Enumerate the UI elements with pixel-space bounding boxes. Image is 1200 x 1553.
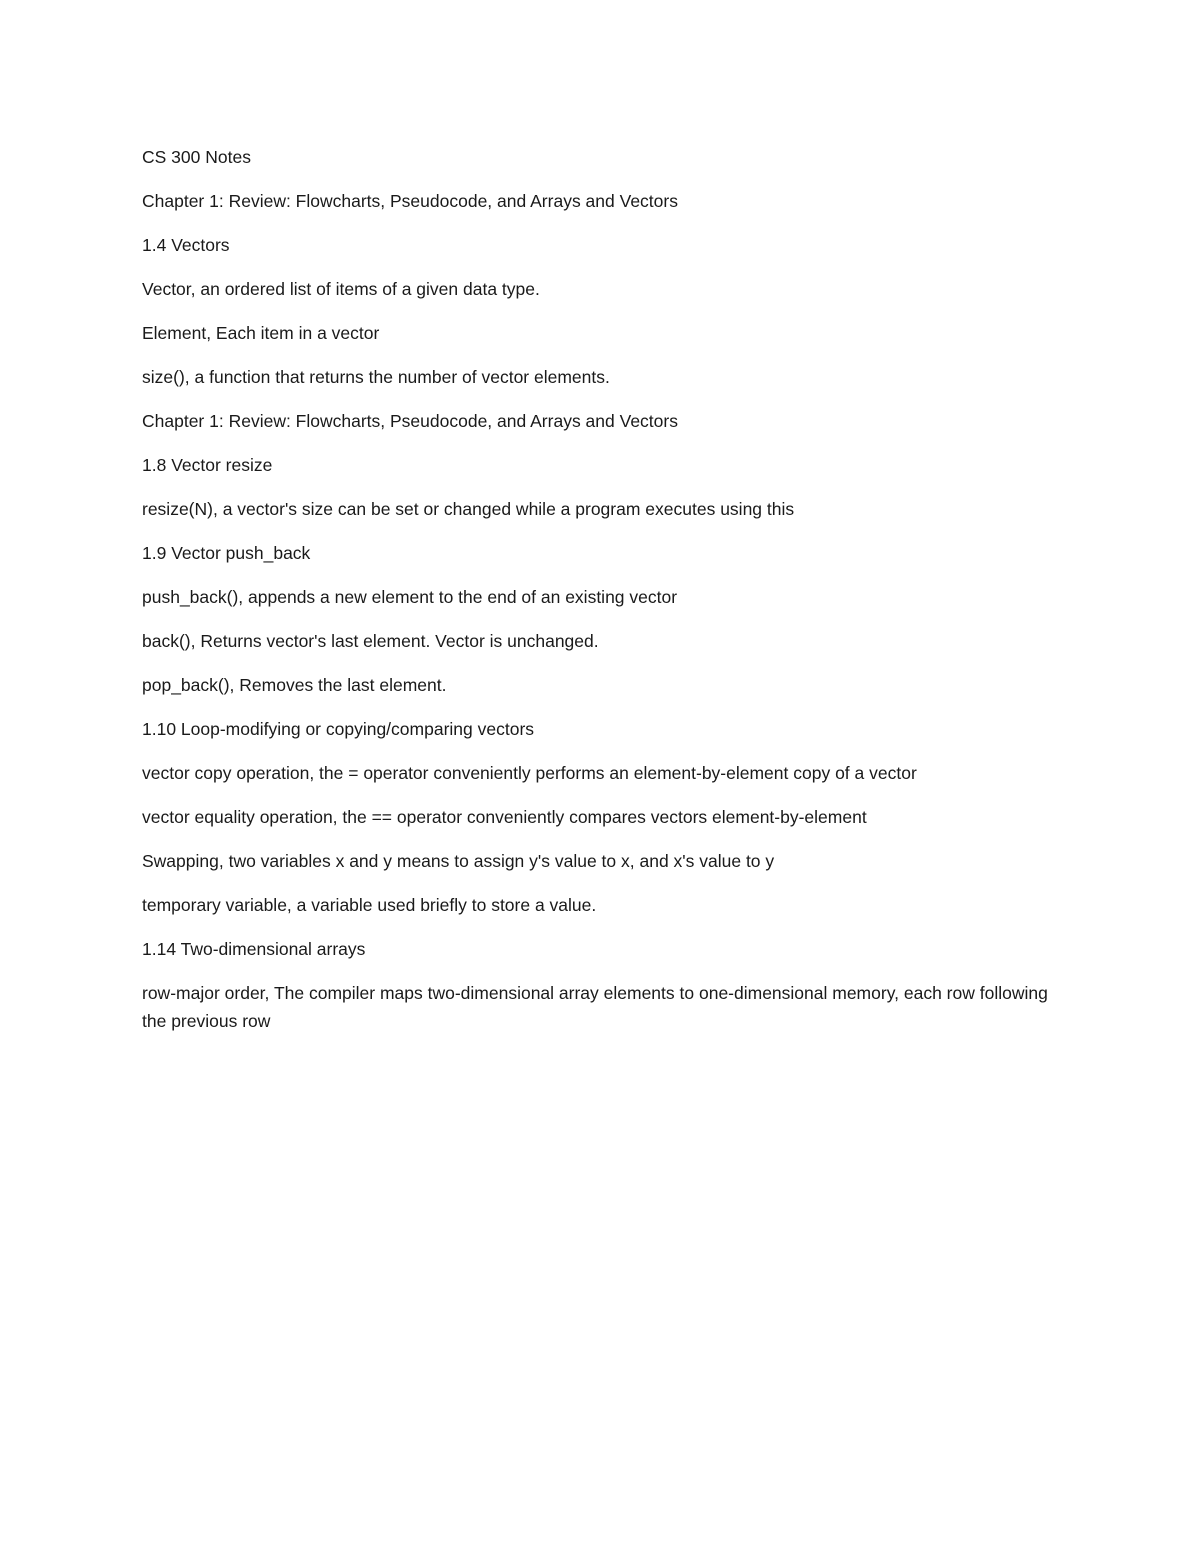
definition-paragraph: row-major order, The compiler maps two-dimensional array elements to one-dimensional memory, each row following the previous row <box>142 983 1048 1031</box>
definition-paragraph: Element, Each item in a vector <box>142 323 380 343</box>
document-title: CS 300 Notes <box>142 147 251 167</box>
definition-paragraph: vector copy operation, the = operator conveniently performs an element-by-element copy of a vector <box>142 763 917 783</box>
definition-paragraph: temporary variable, a variable used briefly to store a value. <box>142 895 597 915</box>
definition-paragraph: pop_back(), Removes the last element. <box>142 675 447 695</box>
chapter-heading: Chapter 1: Review: Flowcharts, Pseudocode, and Arrays and Vectors <box>142 411 678 431</box>
document-body <box>142 143 1067 1051</box>
definition-paragraph: vector equality operation, the == operator conveniently compares vectors element-by-element <box>142 807 867 827</box>
definition-paragraph: push_back(), appends a new element to the end of an existing vector <box>142 587 678 607</box>
section-heading: 1.8 Vector resize <box>142 455 273 475</box>
section-heading: 1.4 Vectors <box>142 235 230 255</box>
chapter-heading: Chapter 1: Review: Flowcharts, Pseudocode, and Arrays and Vectors <box>142 191 678 211</box>
definition-paragraph: size(), a function that returns the number of vector elements. <box>142 367 610 387</box>
definition-paragraph: Vector, an ordered list of items of a given data type. <box>142 279 540 299</box>
definition-paragraph: resize(N), a vector's size can be set or changed while a program executes using this <box>142 499 795 519</box>
section-heading: 1.10 Loop-modifying or copying/comparing vectors <box>142 719 535 739</box>
section-heading: 1.9 Vector push_back <box>142 543 311 563</box>
definition-paragraph: Swapping, two variables x and y means to assign y's value to x, and x's value to y <box>142 851 775 871</box>
section-heading: 1.14 Two-dimensional arrays <box>142 939 366 959</box>
definition-paragraph: back(), Returns vector's last element. Vector is unchanged. <box>142 631 599 651</box>
